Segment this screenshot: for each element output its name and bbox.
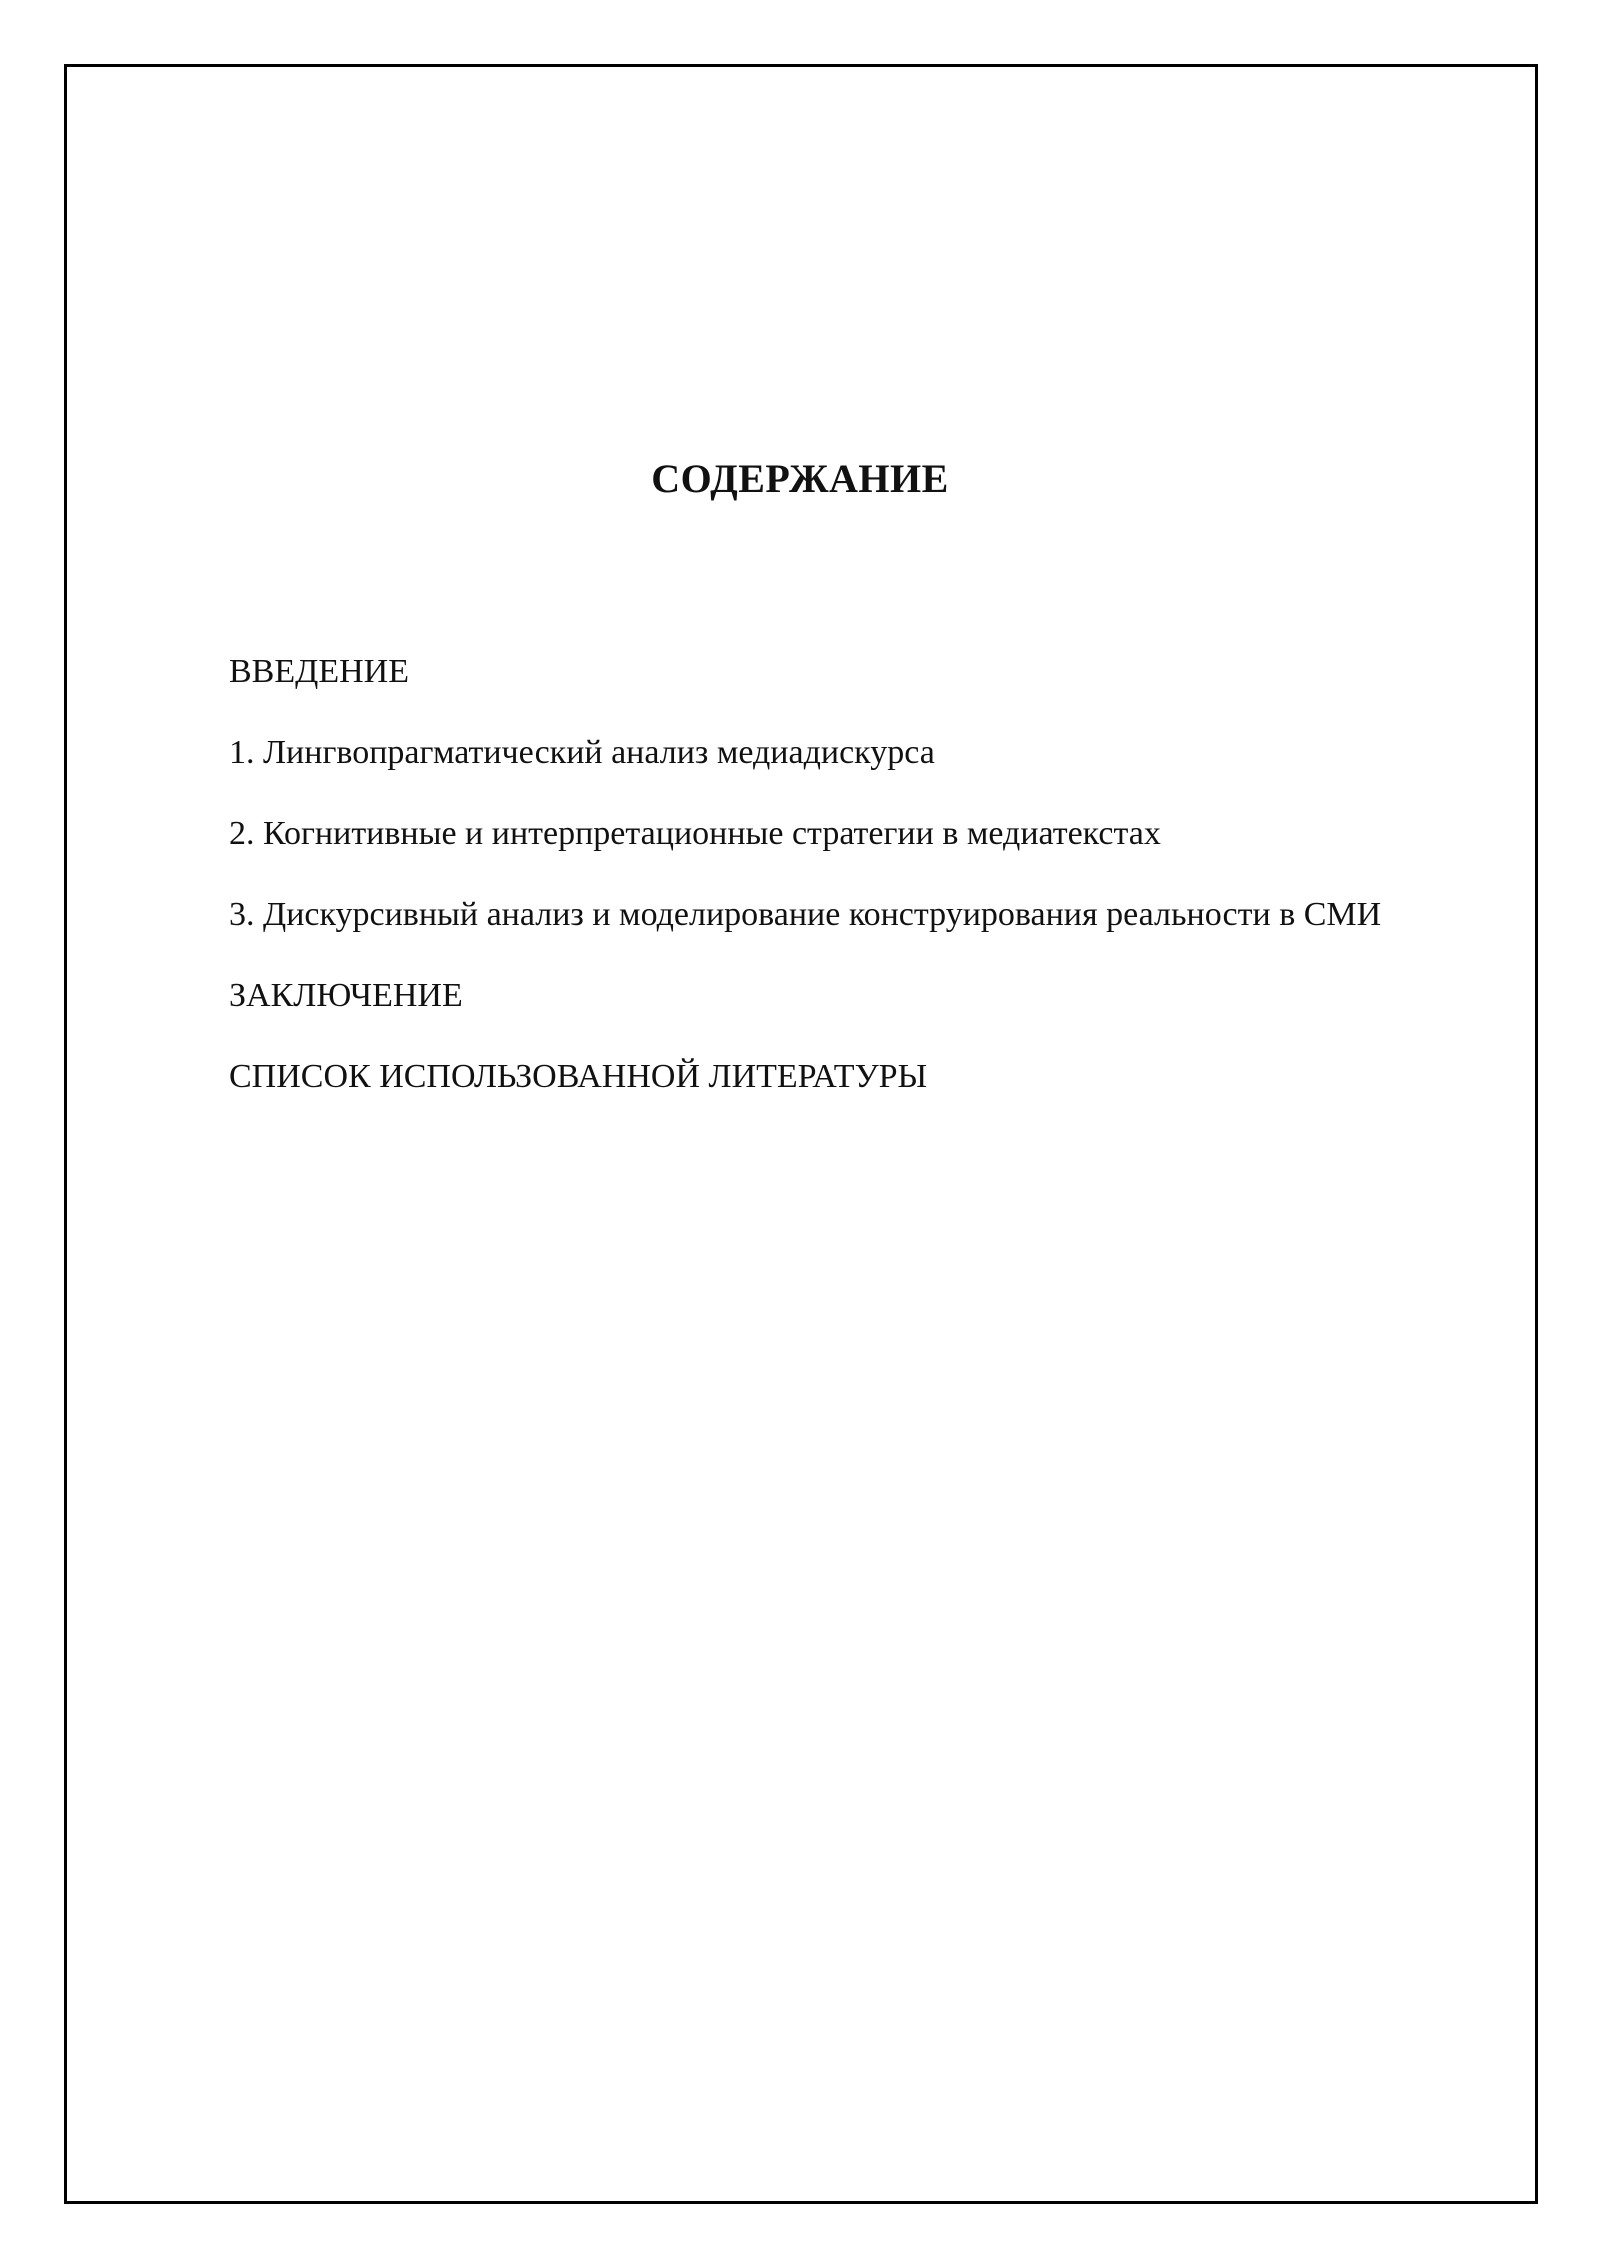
page-border	[64, 64, 1538, 2204]
toc-item-chapter-1: 1. Лингвопрагматический анализ медиадискурса	[229, 734, 935, 771]
toc-item-chapter-2: 2. Когнитивные и интерпретационные стратегии в медиатекстах	[229, 815, 1161, 852]
toc-item-references: СПИСОК ИСПОЛЬЗОВАННОЙ ЛИТЕРАТУРЫ	[229, 1058, 928, 1095]
toc-item-chapter-3: 3. Дискурсивный анализ и моделирование конструирования реальности в СМИ	[229, 896, 1382, 933]
page-title: СОДЕРЖАНИЕ	[651, 456, 949, 501]
table-of-contents	[229, 640, 1429, 1126]
toc-item-introduction: ВВЕДЕНИЕ	[229, 653, 409, 690]
toc-item-conclusion: ЗАКЛЮЧЕНИЕ	[229, 977, 463, 1014]
